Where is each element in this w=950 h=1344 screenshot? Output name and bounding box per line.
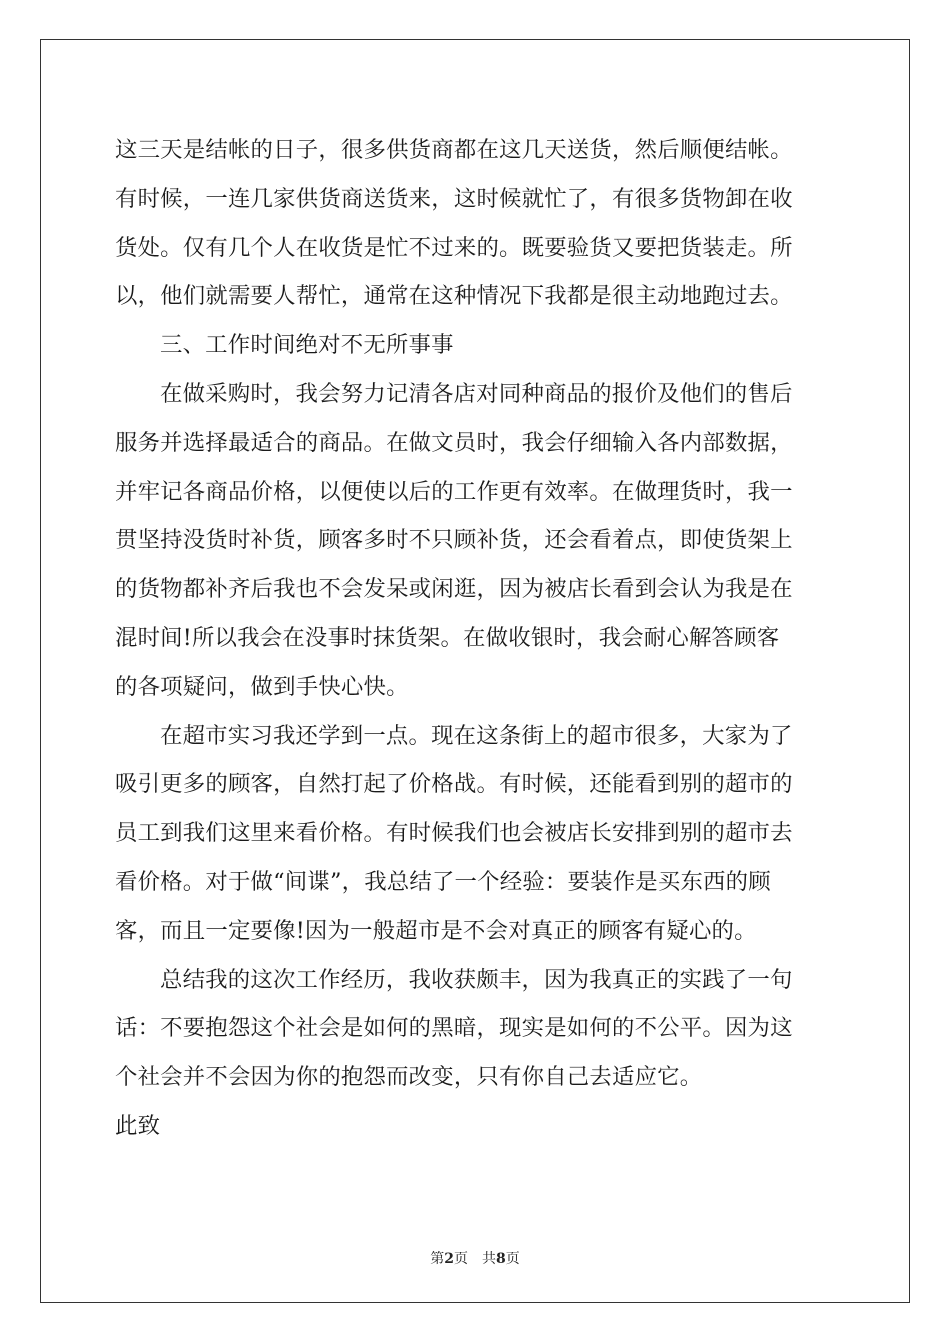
- page-suffix: 页: [454, 1251, 468, 1267]
- text-line: 以，他们就需要人帮忙，通常在这种情况下我都是很主动地跑过去。: [115, 283, 793, 310]
- text-line: 话：不要抱怨这个社会是如何的黑暗，现实是如何的不公平。因为这: [115, 1015, 793, 1042]
- document-body: [115, 126, 835, 1151]
- text-line: 这三天是结帐的日子，很多供货商都在这几天送货，然后顺便结帐。: [115, 137, 793, 163]
- closing-salutation: 此致: [115, 1112, 161, 1139]
- text-line: 个社会并不会因为你的抱怨而改变，只有你自己去适应它。: [115, 1064, 703, 1091]
- text-line: 员工到我们这里来看价格。有时候我们也会被店长安排到别的超市去: [115, 820, 793, 847]
- page-current: 2: [444, 1251, 454, 1267]
- paragraph-start: 在超市实习我还学到一点。现在这条街上的超市很多，大家为了: [160, 722, 793, 749]
- section-heading: 三、工作时间绝对不无所事事: [160, 332, 454, 359]
- text-line: 的各项疑问，做到手快心快。: [115, 673, 409, 700]
- total-suffix: 页: [505, 1251, 520, 1267]
- text-line: 货处。仅有几个人在收货是忙不过来的。既要验货又要把货装走。所: [115, 234, 793, 261]
- text-line: 客，而且一定要像!因为一般超市是不会对真正的顾客有疑心的。: [115, 917, 757, 944]
- page-footer: [0, 1248, 950, 1268]
- text-line: 有时候，一连几家供货商送货来，这时候就忙了，有很多货物卸在收: [115, 185, 793, 212]
- text-line: 看价格。对于做“间谍”，我总结了一个经验：要装作是买东西的顾: [115, 868, 771, 895]
- paragraph-start: 总结我的这次工作经历，我收获颇丰，因为我真正的实践了一句: [160, 966, 793, 993]
- page-prefix: 第: [430, 1251, 445, 1267]
- text-line: 服务并选择最适合的商品。在做文员时，我会仔细输入各内部数据，: [115, 429, 793, 456]
- text-line: 的货物都补齐后我也不会发呆或闲逛，因为被店长看到会认为我是在: [115, 576, 793, 603]
- text-line: 吸引更多的顾客，自然打起了价格战。有时候，还能看到别的超市的: [115, 771, 793, 798]
- text-line: 并牢记各商品价格，以便使以后的工作更有效率。在做理货时，我一: [115, 478, 793, 505]
- page-total: 8: [496, 1251, 506, 1267]
- text-line: 混时间!所以我会在没事时抹货架。在做收银时，我会耐心解答顾客: [115, 624, 780, 651]
- paragraph-start: 在做采购时，我会努力记清各店对同种商品的报价及他们的售后: [160, 380, 793, 407]
- text-line: 贯坚持没货时补货，顾客多时不只顾补货，还会看着点，即使货架上: [115, 527, 793, 554]
- total-prefix: 共: [482, 1251, 496, 1267]
